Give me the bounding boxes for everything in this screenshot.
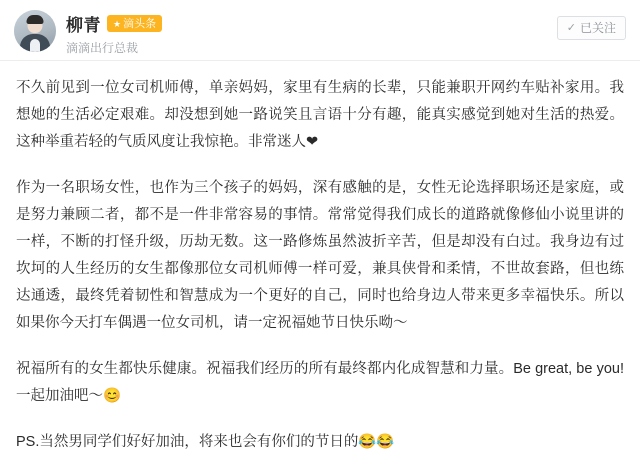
post-paragraph: 不久前见到一位女司机师傅，单亲妈妈，家里有生病的长辈，只能兼职开网约车贴补家用。我想她的生活必定艰难。却没想到她一路说笑且言语十分有趣，能真实感觉到她对生活的热爱。这种举重若轻的气质风度让我惊艳。非常迷人❤ [16, 80, 624, 150]
post-body [0, 61, 640, 456]
author-name[interactable]: 柳青 [66, 16, 101, 35]
author-info [66, 10, 162, 56]
author-name-row [66, 11, 162, 36]
verified-badge [107, 15, 162, 32]
post-header [0, 0, 640, 60]
post-paragraph: 作为一名职场女性，也作为三个孩子的妈妈，深有感触的是，女性无论选择职场还是家庭，或是努力兼顾二者，都不是一件非常容易的事情。常常觉得我们成长的道路就像修仙小说里讲的一样，不断的打怪升级，历劫无数。这一路修炼虽然波折辛苦，但是却没有白过。我身边有过坎坷的人生经历的女生都像那位女司机师傅一样可爱，兼具侠骨和柔情，不世故套路，但也练达通透，最终凭着韧性和智慧成为一个更好的自己，同时也给身边人带来更多幸福快乐。所以如果你今天打车偶遇一位女司机，请一定祝福她节日快乐呦～ [16, 180, 624, 331]
avatar[interactable] [14, 10, 56, 52]
badge-label: 滴头条 [123, 17, 157, 30]
author-subtitle: 滴滴出行总裁 [66, 41, 139, 55]
post-paragraph: 祝福所有的女生都快乐健康。祝福我们经历的所有最终都内化成智慧和力量。Be great, be you! 一起加油吧～😊 [16, 361, 624, 404]
star-icon: ★ [113, 18, 122, 29]
follow-button-label: 已关注 [579, 21, 616, 35]
post-paragraph: PS.当然男同学们好好加油，将来也会有你们的节日的😂😂 [16, 434, 395, 450]
follow-button[interactable] [557, 16, 626, 40]
check-icon: ✓ [566, 22, 576, 34]
avatar-shirt [30, 39, 40, 52]
avatar-hair [27, 15, 44, 24]
